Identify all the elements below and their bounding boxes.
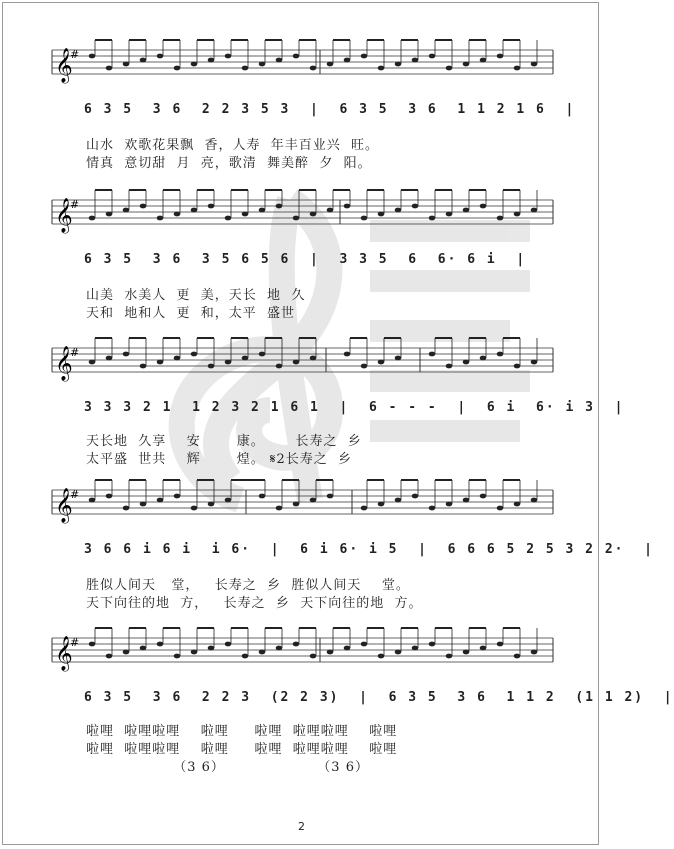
note-head [429,506,436,511]
note-head [157,54,164,59]
note-head [293,54,300,59]
note-head [174,494,181,499]
note-head [276,204,283,209]
note-head [89,54,96,59]
note-head [123,650,130,655]
note-head [106,66,113,71]
note-head [446,364,453,369]
note-head [531,62,538,67]
note-head [123,62,130,67]
note-head [446,66,453,71]
key-sharp-icon: # [70,346,80,359]
note-head [242,212,249,217]
note-head [361,506,368,511]
note-head [123,208,130,213]
note-head [463,62,470,67]
jianpu-line-5: 6 3 5 3 6 2 2 3 (2 2 3) | 6 3 5 3 6 1 1 2 (1 1 2) | [84,690,674,705]
note-head [514,364,521,369]
key-sharp-icon: # [70,48,80,61]
note-head [106,654,113,659]
note-head [361,54,368,59]
note-head [293,360,300,365]
note-head [446,502,453,507]
note-head [514,66,521,71]
note-head [208,646,215,651]
note-head [106,356,113,361]
note-head [259,62,266,67]
note-head [344,646,351,651]
note-head [208,58,215,63]
note-head [446,212,453,217]
note-head [191,506,198,511]
note-head [89,360,96,365]
note-head [123,506,130,511]
note-head [327,650,334,655]
note-head [259,494,266,499]
note-head [242,654,249,659]
note-head [157,216,164,221]
note-head [259,352,266,357]
note-head [378,502,385,507]
note-head [174,66,181,71]
lyrics-line-2a: 山美 水美人 更 美，天长 地 久 [86,288,306,303]
note-head [293,502,300,507]
note-head [497,216,504,221]
staff-3 [52,338,553,382]
jianpu-line-3: 3 3 3 2 1 1 2 3 2 1 6 1 | 6 - - - | 6 i 6· i 3 | [84,400,625,415]
note-head [463,360,470,365]
note-head [480,356,487,361]
note-head [395,650,402,655]
note-head [378,212,385,217]
note-head [89,498,96,503]
note-head [497,54,504,59]
note-head [514,212,521,217]
note-head [242,356,249,361]
note-head [191,352,198,357]
note-head [140,204,147,209]
note-head [293,642,300,647]
treble-clef-icon: 𝄞 [55,198,73,233]
note-head [361,642,368,647]
treble-clef-icon: 𝄞 [55,488,73,523]
note-head [174,212,181,217]
note-head [208,204,215,209]
note-head [208,364,215,369]
note-head [310,654,317,659]
staff-5 [52,628,553,672]
note-head [106,212,113,217]
note-head [480,494,487,499]
note-head [276,646,283,651]
note-head [140,502,147,507]
note-head [412,646,419,651]
treble-clef-icon: 𝄞 [55,636,73,671]
lyrics-line-4a: 胜似人间天 堂， 长寿之 乡 胜似人间天 堂。 [86,578,410,593]
note-head [208,502,215,507]
note-head [514,502,521,507]
note-head [344,58,351,63]
note-head [225,498,232,503]
note-head [395,498,402,503]
treble-clef-icon: 𝄞 [55,48,73,83]
note-head [463,650,470,655]
note-head [480,204,487,209]
note-head [446,654,453,659]
treble-clef-icon: 𝄞 [55,346,73,381]
note-head [259,208,266,213]
note-head [242,66,249,71]
jianpu-line-1: 6 3 5 3 6 2 2 3 5 3 | 6 3 5 3 6 1 1 2 1 6 | [84,102,576,117]
note-head [378,360,385,365]
note-head [191,208,198,213]
lyrics-line-1b: 情真 意切甜 月 亮，歌清 舞美醉 夕 阳。 [86,156,372,171]
note-head [480,58,487,63]
page-number: 2 [298,820,305,833]
note-head [191,62,198,67]
staff-4 [52,480,553,524]
note-head [140,364,147,369]
note-head [225,642,232,647]
note-head [225,216,232,221]
note-head [463,208,470,213]
note-head [344,352,351,357]
note-head [395,208,402,213]
note-head [225,360,232,365]
note-head [276,58,283,63]
note-head [463,498,470,503]
note-head [378,66,385,71]
note-head [514,654,521,659]
note-head [378,654,385,659]
note-head [429,54,436,59]
note-head [157,642,164,647]
note-head [174,356,181,361]
note-head [140,646,147,651]
note-head [395,356,402,361]
note-head [395,62,402,67]
note-head [429,642,436,647]
jianpu-line-4: 3 6 6 i 6 i i 6· | 6 i 6· i 5 | 6 6 6 5 2 5 3 2 2· | [84,542,654,557]
note-head [310,66,317,71]
note-head [327,494,334,499]
note-head [225,54,232,59]
note-head [361,364,368,369]
note-head [191,650,198,655]
note-head [497,642,504,647]
note-head [310,356,317,361]
note-head [106,494,113,499]
key-sharp-icon: # [70,488,80,501]
lyrics-line-2b: 天和 地和人 更 和，太平 盛世 [86,306,296,321]
note-head [293,216,300,221]
note-head [89,216,96,221]
key-sharp-icon: # [70,636,80,649]
note-head [327,62,334,67]
note-head [531,650,538,655]
key-sharp-icon: # [70,198,80,211]
note-head [140,58,147,63]
note-head [259,650,266,655]
note-head [361,216,368,221]
note-head [497,506,504,511]
lyrics-line-5b: 啦哩 啦哩啦哩 啦哩 啦哩 啦哩啦哩 啦哩 [86,742,398,757]
lyrics-line-3b: 太平盛 世共 辉 煌。 𝄋2长寿之 乡 [86,452,352,467]
lyrics-line-5a: 啦哩 啦哩啦哩 啦哩 啦哩 啦哩啦哩 啦哩 [86,724,398,739]
jianpu-line-2: 6 3 5 3 6 3 5 6 5 6 | 3 3 5 6 6· 6 i | [84,252,527,267]
note-head [310,212,317,217]
note-head [429,352,436,357]
note-head [174,654,181,659]
lyrics-line-4b: 天下向往的地 方， 长寿之 乡 天下向往的地 方。 [86,596,423,611]
note-head [531,360,538,365]
staff-1 [52,40,553,84]
note-head [497,352,504,357]
note-head [531,498,538,503]
lyrics-line-3a: 天长地 久享 安 康。 长寿之 乡 [86,434,362,449]
note-head [480,646,487,651]
note-head [412,204,419,209]
note-head [310,498,317,503]
note-head [344,204,351,209]
note-head [157,360,164,365]
lyrics-line-1a: 山水 欢歌花果飘 香，人寿 年丰百业兴 旺。 [86,138,380,153]
note-head [89,642,96,647]
note-head [429,216,436,221]
note-head [157,498,164,503]
note-head [412,58,419,63]
lyrics-line-5c: （3 6） （3 6） [86,760,369,775]
note-head [276,506,283,511]
note-head [412,494,419,499]
staff-2 [52,190,553,234]
note-head [276,364,283,369]
note-head [123,352,130,357]
note-head [531,208,538,213]
note-head [327,208,334,213]
